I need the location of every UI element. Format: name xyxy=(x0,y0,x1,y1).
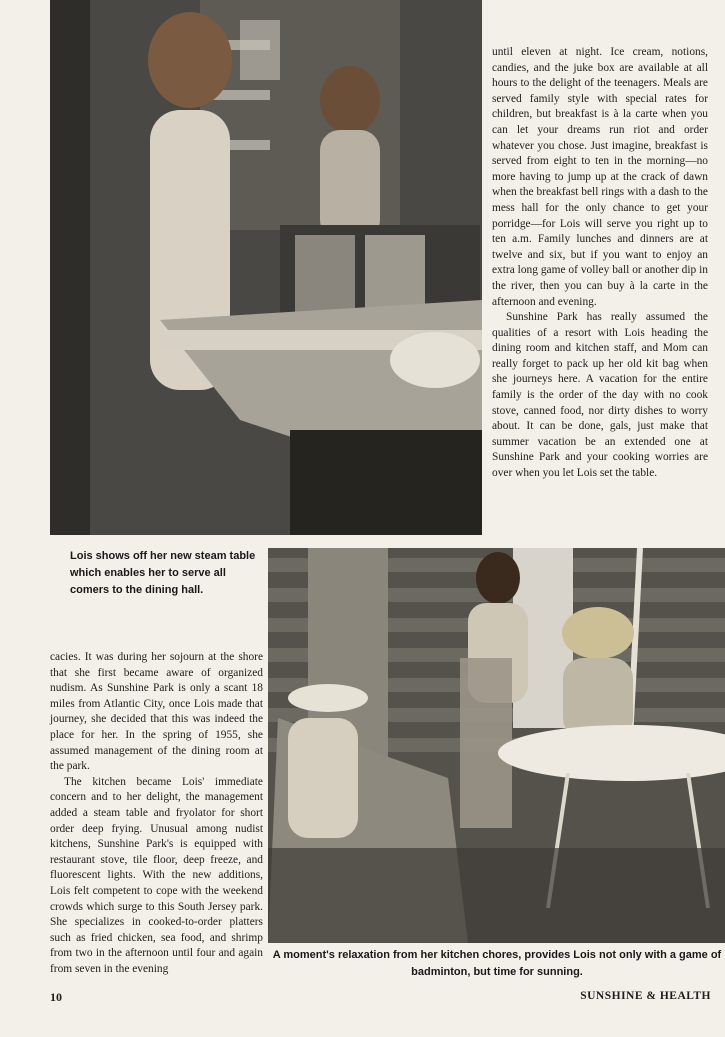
left-paragraph-1: cacies. It was during her sojourn at the shore that she first became aware of organized nudism. As Sunshine Park is only a scant 18 miles from Atlantic City, once Lois made that journey, she decided that this was indeed the place for her. In the spring of 1955, she assumed management of the dining room at the park. xyxy=(50,651,263,773)
kitchen-photo xyxy=(50,0,482,535)
poolside-photo-illustration xyxy=(268,548,725,943)
poolside-photo xyxy=(268,548,725,943)
magazine-title: SUNSHINE & HEALTH xyxy=(580,990,711,1002)
right-paragraph-2: Sunshine Park has really assumed the qualities of a resort with Lois heading the dining room and kitchen staff, and Mom can really forget to pack up her old kit bag when she journeys here. A vacation for the entire family is the order of the day with no cook stove, canned food, nor dirty dishes to worry about. It can be done, gals, just make that summer vacation be an extended one at Sunshine Park and your cooking worries are over when you let Lois set the table. xyxy=(492,311,708,480)
page-number: 10 xyxy=(50,990,62,1004)
kitchen-photo-illustration xyxy=(50,0,482,535)
left-paragraph-2: The kitchen became Lois' immediate concern and to her delight, the management added a steam table and fryolator for short order deep frying. Unusual among nudist kitchens, Sunshine Park's is equipped with restaurant stove, tile floor, deep freeze, and fluorescent lights. With the new additions, Lois felt competent to cope with the weekend crowds which surge to this South Jersey park. She specializes in cooked-to-order platters such as fried chicken, sea food, and shrimp from two in the afternoon until four and again from seven in the evening xyxy=(50,775,263,975)
poolside-photo-caption: A moment's relaxation from her kitchen chores, provides Lois not only with a game of badminton, but time for sunning. xyxy=(272,949,722,978)
kitchen-photo-caption: Lois shows off her new steam table which enables her to serve all comers to the dining hall. xyxy=(70,550,256,596)
right-paragraph-1: until eleven at night. Ice cream, notions, candies, and the juke box are available at all hours to the delight of the teenagers. Meals are served family style with special rates for children, but breakfast is à la carte when you can let your dreams run riot and order whatever you chose. Just imagine, breakfast is served from eight to ten in the morning—no more having to jump up at the crack of dawn when the breakfast bell rings with a dash to the mess hall for the only chance to get your porridge—for Lois will serve you right up to ten a.m. Family lunches and dinners are at twelve and six, but if you want to enjoy an extra long game of volley ball or another dip in the river, then you can buy à la carte in the afternoon and evening. xyxy=(492,46,708,308)
right-text-column xyxy=(492,45,708,482)
left-text-column xyxy=(50,650,263,977)
